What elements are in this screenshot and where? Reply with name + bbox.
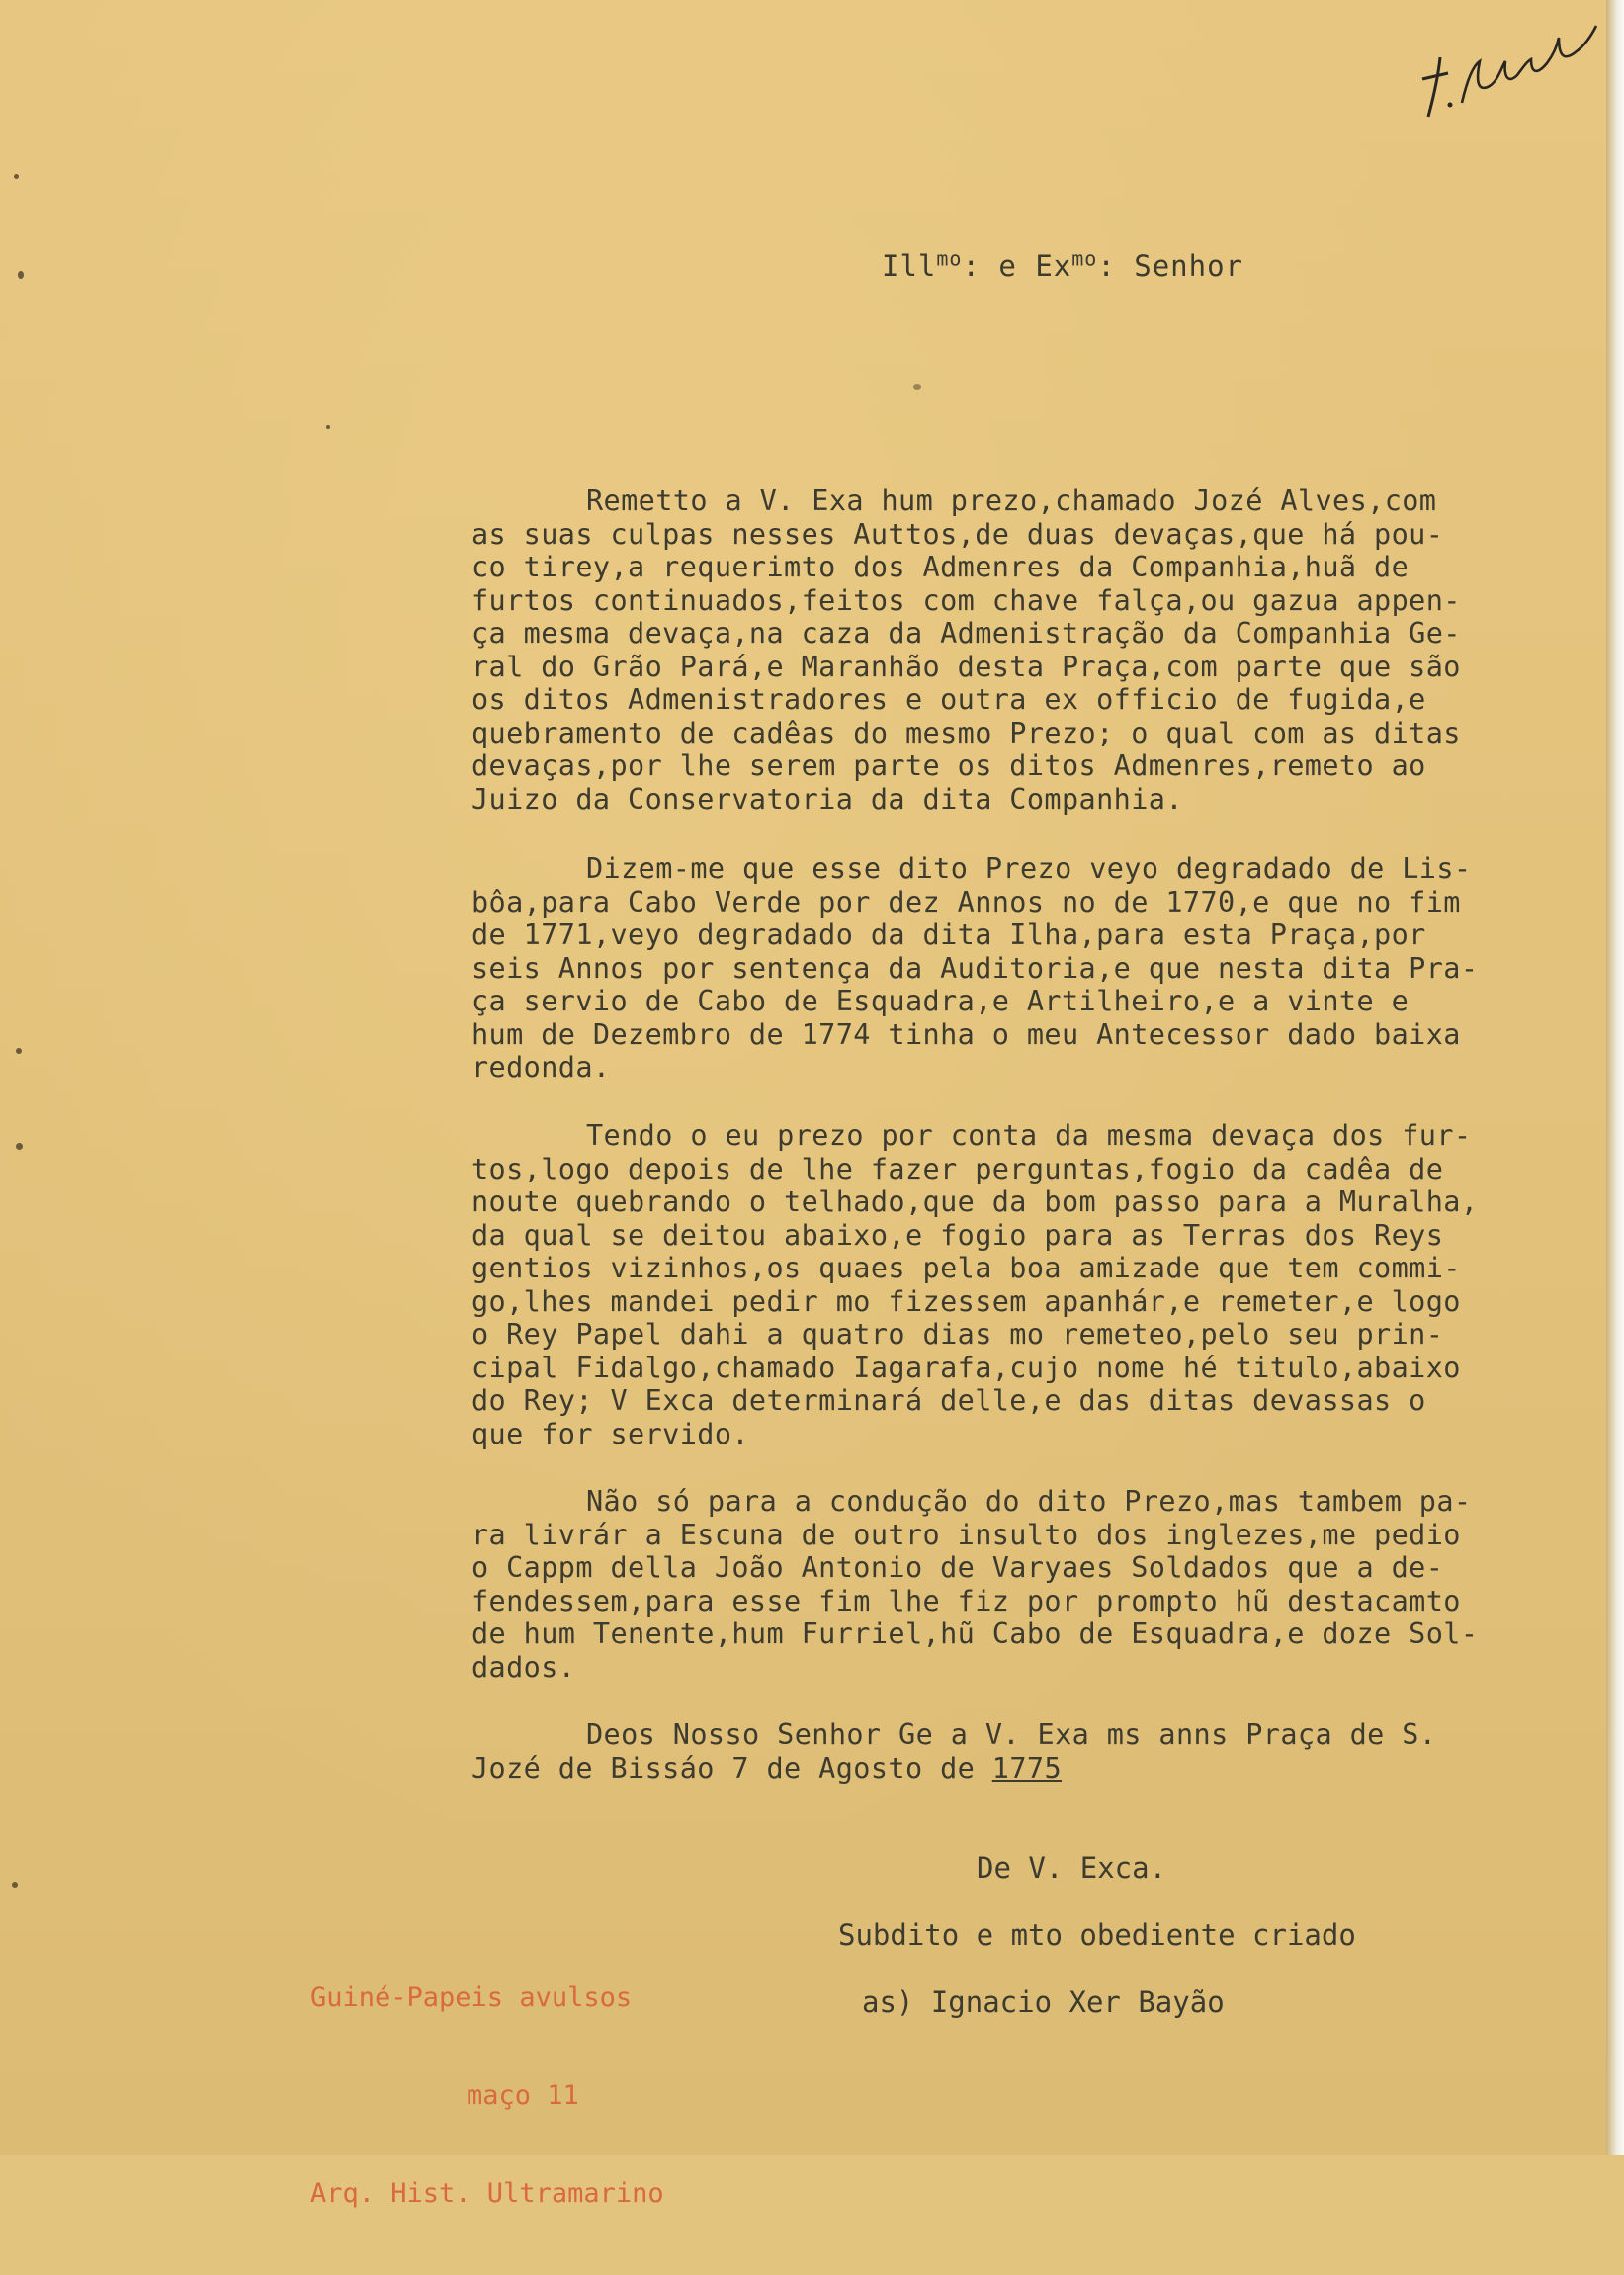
archive-line: maço 11: [467, 2080, 579, 2111]
paragraph-line: seis Annos por sentença da Auditoria,e que nesta dita Pra-: [471, 951, 1479, 985]
paragraph-line: bôa,para Cabo Verde por dez Annos no de 1770,e que no fim: [471, 885, 1461, 919]
paragraph-1: [471, 484, 1603, 816]
paragraph-3: [471, 1119, 1603, 1450]
paper-speck: [12, 1882, 18, 1888]
paragraph-line: do Rey; V Exca determinará delle,e das ditas devassas o: [471, 1384, 1426, 1417]
paragraph-line: fendessem,para esse fim lhe fiz por prompto hũ destacamto: [471, 1584, 1461, 1618]
paragraph-line: de hum Tenente,hum Furriel,hũ Cabo de Esquadra,e doze Sol-: [471, 1618, 1479, 1650]
paragraph-line: Tendo o eu prezo por conta da mesma devaça dos fur-: [586, 1119, 1472, 1152]
paragraph-line: ça servio de Cabo de Esquadra,e Artilheiro,e a vinte e: [471, 985, 1410, 1017]
page-edge: [1606, 0, 1624, 2155]
paragraph-line: de 1771,veyo degradado da dita Ilha,para esta Praça,por: [471, 919, 1426, 951]
paragraph-line: tos,logo depois de lhe fazer perguntas,fogio da cadêa de: [471, 1152, 1444, 1185]
paragraph-line: gentios vizinhos,os quaes pela boa amizade que tem commi-: [471, 1252, 1461, 1284]
paragraph-line: noute quebrando o telhado,que da bom passo para a Muralha,: [471, 1185, 1479, 1218]
paragraph-line: devaças,por lhe serem parte os ditos Admenres,remeto ao: [471, 749, 1426, 782]
paper-speck: [14, 174, 19, 179]
paragraph-line: furtos continuados,feitos com chave falça,ou gazua appen-: [471, 583, 1461, 617]
paragraph-line: Não só para a condução do dito Prezo,mas tambem pa-: [586, 1485, 1472, 1518]
paragraph-4: [471, 1485, 1603, 1684]
paper-speck: [18, 271, 24, 279]
paragraph-line: o Rey Papel dahi a quatro dias mo remeteo,pelo seu prin-: [471, 1318, 1444, 1351]
closing-line: Deos Nosso Senhor Ge a V. Exa ms anns Praça de S.: [586, 1718, 1437, 1751]
closing-line: [471, 1752, 1603, 1786]
closing-formula: [471, 1718, 1603, 1785]
paragraph-line: dados.: [471, 1650, 576, 1684]
paragraph-line: os ditos Admenistradores e outra ex officio de fugida,e: [471, 683, 1426, 716]
paragraph-line: redonda.: [471, 1051, 611, 1084]
paper-speck: [326, 425, 330, 429]
paragraph-line: as suas culpas nesses Auttos,de duas devaças,que há pou-: [471, 517, 1444, 551]
paper-speck: [913, 384, 921, 390]
handwritten-signature-mark: [1418, 18, 1601, 127]
paragraph-line: que for servido.: [471, 1417, 749, 1450]
paragraph-line: Remetto a V. Exa hum prezo,chamado Jozé Alves,com: [586, 484, 1437, 517]
paragraph-2: [471, 852, 1603, 1085]
salutation: Ill$^{mo}$: e $Ex^{mo}$: Senhor: [882, 246, 1244, 283]
paragraph-line: quebramento de cadêas do mesmo Prezo; o qual com as ditas: [471, 716, 1461, 749]
paragraph-line: ral do Grão Pará,e Maranhão desta Praça,com parte que são: [471, 650, 1461, 683]
subscription-line: Subdito e mto obediente criado: [838, 1918, 1356, 1952]
deference-line: De V. Exca.: [977, 1851, 1167, 1884]
signature-line: as) Ignacio Xer Bayão: [862, 1985, 1225, 2019]
paragraph-line: da qual se deitou abaixo,e fogio para as Terras dos Reys: [471, 1218, 1444, 1252]
archive-line: Guiné-Papeis avulsos: [310, 1982, 633, 2013]
closing-year: 1775: [991, 1751, 1062, 1785]
archive-line: Arq. Hist. Ultramarino: [310, 2178, 664, 2209]
closing-place-date: Jozé de Bissáo 7 de Agosto de: [471, 1751, 992, 1785]
archive-reference-note: [310, 1916, 664, 2275]
paragraph-line: Juizo da Conservatoria da dita Companhia.: [471, 782, 1183, 816]
paper-speck: [16, 1143, 23, 1150]
paragraph-line: ça mesma devaça,na caza da Admenistração da Companhia Ge-: [471, 617, 1461, 650]
paragraph-line: hum de Dezembro de 1774 tinha o meu Antecessor dado baixa: [471, 1017, 1461, 1051]
paragraph-line: o Cappm della João Antonio de Varyaes Soldados que a de-: [471, 1551, 1444, 1584]
paragraph-line: cipal Fidalgo,chamado Iagarafa,cujo nome hé titulo,abaixo: [471, 1351, 1461, 1384]
paragraph-line: go,lhes mandei pedir mo fizessem apanhár,e remeter,e logo: [471, 1284, 1461, 1318]
paragraph-line: co tirey,a requerimto dos Admenres da Companhia,huã de: [471, 551, 1410, 583]
paragraph-line: ra livrár a Escuna de outro insulto dos inglezes,me pedio: [471, 1518, 1461, 1551]
paper-speck: [16, 1048, 22, 1054]
paragraph-line: Dizem-me que esse dito Prezo veyo degradado de Lis-: [586, 852, 1472, 885]
